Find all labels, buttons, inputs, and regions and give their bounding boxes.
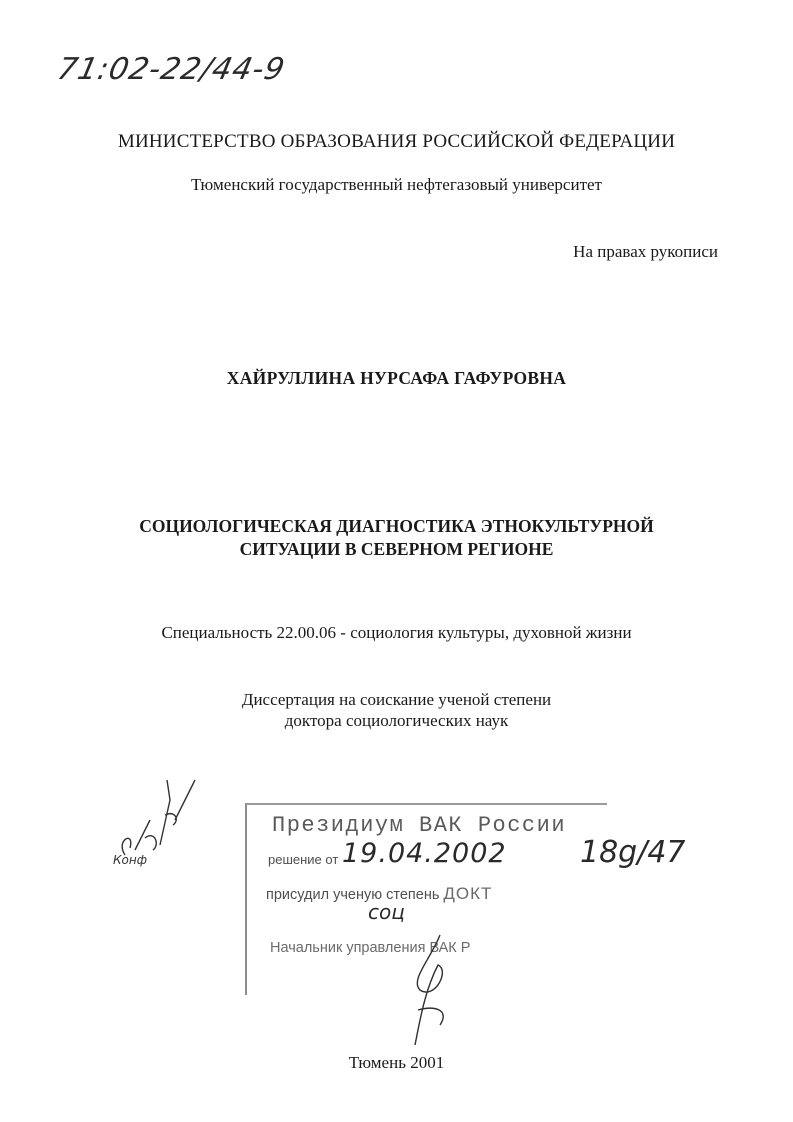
decision-number: 18g/47 [580,835,686,870]
degree-statement [0,689,793,731]
archive-number: 71:02-22/44-9 [54,52,289,87]
ministry-heading: МИНИСТЕРСТВО ОБРАЗОВАНИЯ РОССИЙСКОЙ ФЕДЕРАЦИИ [117,131,676,152]
title-line-1: СОЦИОЛОГИЧЕСКАЯ ДИАГНОСТИКА ЭТНОКУЛЬТУРНОЙ [139,516,654,536]
city-year: Тюмень 2001 [348,1053,445,1072]
stamp-decision-prefix: решение от [268,852,339,867]
official-signature [390,930,480,1050]
awarded-prefix: присудил ученую степень [266,887,440,903]
degree-line-1: Диссертация на соискание ученой степени [241,690,552,709]
author-name: ХАЙРУЛЛИНА НУРСАФА ГАФУРОВНА [226,368,567,388]
stamp-header: Президиум ВАК России [272,813,567,838]
title-line-2: СИТУАЦИИ В СЕВЕРНОМ РЕГИОНЕ [239,539,554,559]
degree-line-2: доктора социологических наук [284,711,509,730]
specialty-line: Специальность 22.00.06 - социология культуры, духовной жизни [161,623,632,642]
decision-date: 19.04.2002 [342,838,507,869]
side-note-text: Конф [113,853,147,867]
degree-handwritten: соц [368,900,405,924]
stamp-head-of-department: Начальник управления ВАК Р [270,940,471,956]
manuscript-rights-note: На правах рукописи [573,242,718,261]
awarded-degree: ДОКТ [443,884,493,903]
university-name: Тюменский государственный нефтегазовый университет [191,175,602,194]
side-handwritten-note [105,760,205,870]
dissertation-title [0,515,793,561]
